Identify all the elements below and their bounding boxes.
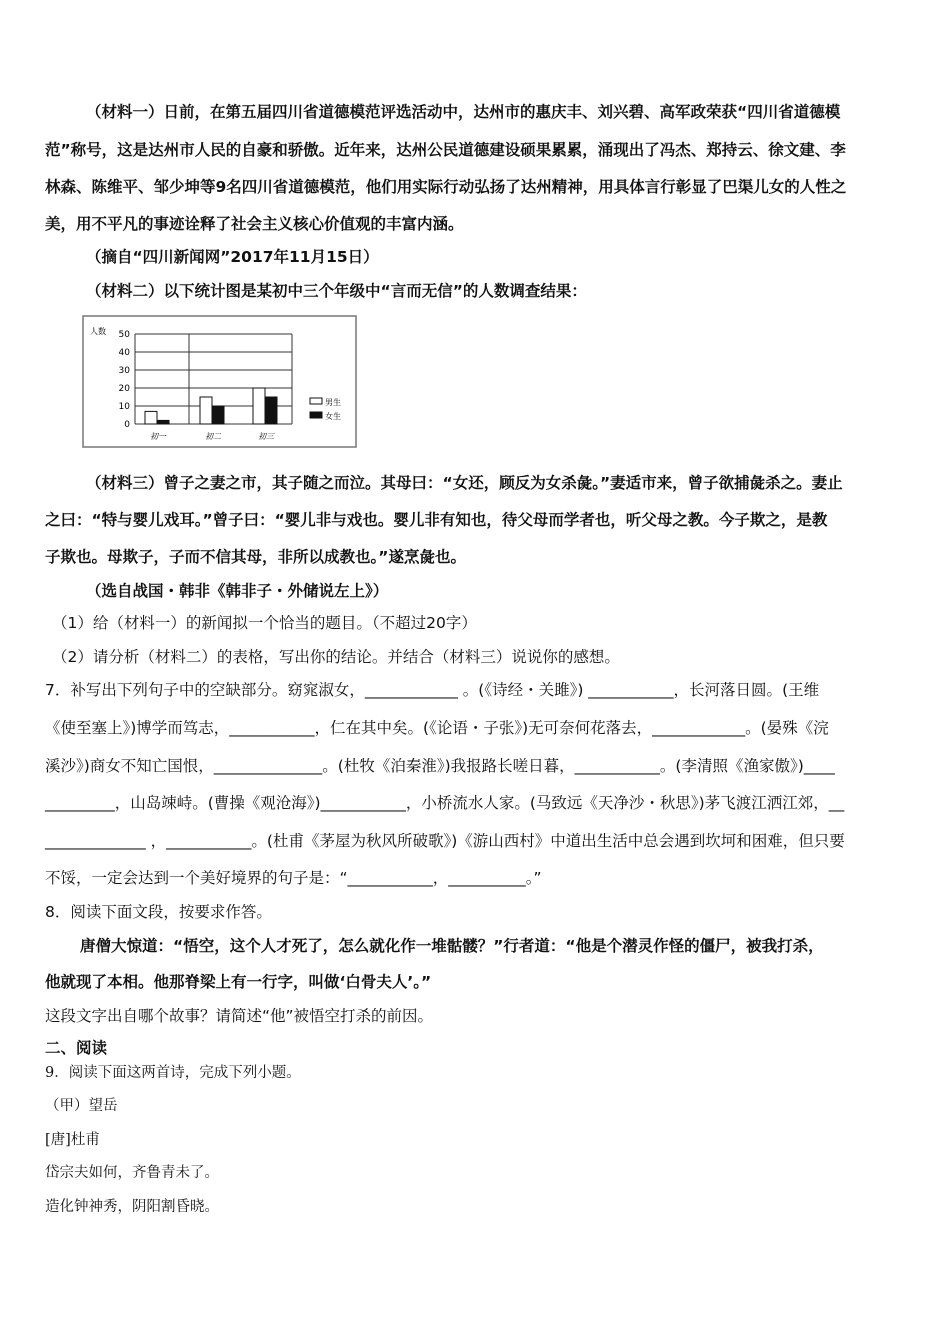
y-tick-label: 30 xyxy=(118,366,130,376)
q8-passage-line: 他就现了本相。他那脊梁上有一行字，叫做‘白骨夫人’。” xyxy=(45,973,432,991)
q7-line: 溪沙》)商女不知亡国恨，______________。(杜牧《泊秦淮》)我报路长嗟日暮，___________。(李清照《渔家傲》)____ xyxy=(45,757,835,775)
bar-男生 xyxy=(200,397,212,424)
bar-女生 xyxy=(265,397,277,424)
q7-line: 《使至塞上》)博学而笃志，___________，仁在其中矣。(《论语・子张》)无可奈何花落去，____________。(晏殊《浣 xyxy=(45,719,829,737)
legend-label: 男生 xyxy=(325,398,341,407)
q7-line: _________，山岛竦峙。(曹操《观沧海》)___________，小桥流水人家。(马致远《天净沙・秋思》)茅飞渡江洒江郊，__ xyxy=(45,794,845,812)
legend-swatch xyxy=(310,398,322,404)
material1-line: 范”称号，这是达州市人民的自豪和骄傲。近年来，达州公民道德建设硕果累累，涌现出了冯杰、郑持云、徐文建、李 xyxy=(45,141,846,159)
bar-女生 xyxy=(212,406,224,424)
bar-男生 xyxy=(145,411,157,424)
bar-女生 xyxy=(157,420,169,424)
material3-source: （选自战国・韩非《韩非子・外储说左上》） xyxy=(86,582,389,600)
q8-title: 8．阅读下面文段，按要求作答。 xyxy=(45,903,272,921)
x-tick-label: 初三 xyxy=(258,432,274,441)
y-tick-label: 20 xyxy=(118,384,130,394)
q7-line: _____________ ，___________。(杜甫《茅屋为秋风所破歌》)《游山西村》中道出生活中总会遇到坎坷和困难，但只要 xyxy=(45,832,845,850)
material1-line: 林森、陈维平、邹少坤等9名四川省道德模范，他们用实际行动弘扬了达州精神，用具体言行彰显了巴渠儿女的人性之 xyxy=(45,178,847,196)
bar-chart xyxy=(82,315,357,448)
material3-line: （材料三）曾子之妻之市，其子随之而泣。其母曰：“女还，顾反为女杀彘。”妻适市来，曾子欲捕彘杀之。妻止 xyxy=(86,474,843,492)
q9-title: 9．阅读下面这两首诗，完成下列小题。 xyxy=(45,1065,301,1081)
bar-男生 xyxy=(253,388,265,424)
question-2: （2）请分析（材料二）的表格，写出你的结论。并结合（材料三）说说你的感想。 xyxy=(52,648,620,666)
material2-text: （材料二）以下统计图是某初中三个年级中“言而无信”的人数调查结果： xyxy=(86,282,587,300)
poem-title: （甲）望岳 xyxy=(45,1098,118,1114)
y-tick-label: 0 xyxy=(124,420,130,430)
poem-line: 造化钟神秀，阴阳割昏晓。 xyxy=(45,1199,219,1215)
q7-line: 7．补写出下列句子中的空缺部分。窈窕淑女，____________ 。(《诗经・关雎》) ___________，长河落日圆。(王维 xyxy=(45,681,820,699)
section-heading: 二、阅读 xyxy=(45,1039,108,1057)
material1-line: 美，用不平凡的事迹诠释了社会主义核心价值观的丰富内涵。 xyxy=(45,215,464,233)
material3-line: 子欺也。母欺子，子而不信其母，非所以成教也。”遂烹彘也。 xyxy=(45,548,466,566)
legend-label: 女生 xyxy=(325,412,341,421)
y-tick-label: 10 xyxy=(118,402,130,412)
material1-line: （材料一）日前，在第五届四川省道德模范评选活动中，达州市的惠庆丰、刘兴碧、高军政荣获“四川省道德模 xyxy=(86,103,841,121)
x-tick-label: 初二 xyxy=(205,432,221,441)
material1-source: （摘自“四川新闻网”2017年11月15日） xyxy=(86,248,379,266)
question-1: （1）给（材料一）的新闻拟一个恰当的题目。（不超过20字） xyxy=(52,614,477,632)
y-axis-label: 人数 xyxy=(90,327,106,336)
y-tick-label: 40 xyxy=(118,348,130,358)
poem-author: [唐]杜甫 xyxy=(45,1132,100,1148)
y-tick-label: 50 xyxy=(118,330,130,340)
q7-line: 不馁，一定会达到一个美好境界的句子是：“___________，__________。” xyxy=(45,869,542,887)
x-tick-label: 初一 xyxy=(150,432,166,441)
q8-passage-line: 唐僧大惊道：“悟空，这个人才死了，怎么就化作一堆骷髅？”行者道：“他是个潜灵作怪的僵尸，被我打杀， xyxy=(80,937,824,955)
poem-line: 岱宗夫如何，齐鲁青未了。 xyxy=(45,1165,219,1181)
legend-swatch xyxy=(310,412,322,418)
material3-line: 之曰：“特与婴儿戏耳。”曾子曰：“婴儿非与戏也。婴儿非有知也，待父母而学者也，听父母之教。今子欺之，是教 xyxy=(45,511,828,529)
q8-question: 这段文字出自哪个故事？请简述“他”被悟空打杀的前因。 xyxy=(45,1007,434,1025)
